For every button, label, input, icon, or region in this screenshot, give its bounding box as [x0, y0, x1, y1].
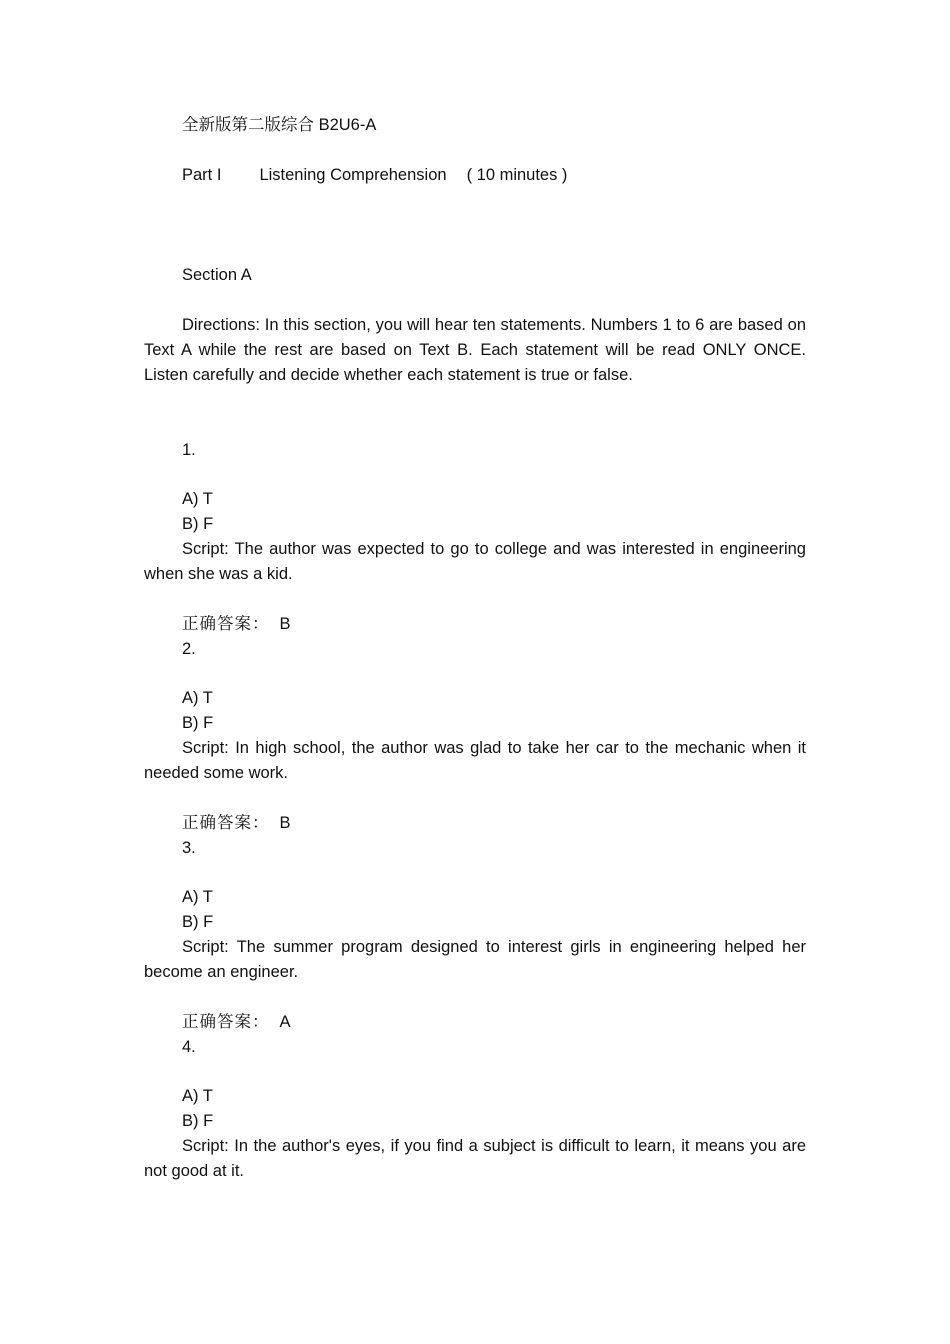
option-a: A) T: [182, 689, 213, 707]
option-a: A) T: [182, 1087, 213, 1105]
answer-label: 正确答案：: [182, 615, 270, 633]
option-b: B) F: [182, 913, 214, 931]
answer-label: 正确答案：: [182, 1013, 270, 1031]
question-script: Script: In high school, the author was glad to take her car to the mechanic when it needed some work.: [144, 739, 806, 782]
correct-answer: [182, 612, 291, 637]
question-number: 4.: [182, 1038, 196, 1056]
option-b: B) F: [182, 515, 214, 533]
question-script: Script: The summer program designed to interest girls in engineering helped her become an engineer.: [144, 938, 806, 981]
part-label: Part I: [182, 166, 222, 184]
document-title: 全新版第二版综合 B2U6-A: [182, 116, 377, 134]
option-a: A) T: [182, 490, 213, 508]
directions-paragraph: Directions: In this section, you will hear ten statements. Numbers 1 to 6 are based on Text A while the rest are based on Text B. Each statement will be read ONLY ONCE. Listen carefully and decide whether each statement is true or false.: [144, 316, 806, 384]
option-a: A) T: [182, 888, 213, 906]
answer-value: B: [279, 615, 291, 633]
section-heading: Section A: [182, 266, 252, 284]
question-script: Script: In the author's eyes, if you find a subject is difficult to learn, it means you are not good at it.: [144, 1137, 806, 1180]
part-name: Listening Comprehension: [259, 166, 447, 184]
question-number: 2.: [182, 640, 196, 658]
correct-answer: [182, 811, 291, 836]
part-heading: [182, 163, 567, 188]
option-b: B) F: [182, 714, 214, 732]
answer-value: A: [279, 1013, 291, 1031]
option-b: B) F: [182, 1112, 214, 1130]
question-script: Script: The author was expected to go to college and was interested in engineering when she was a kid.: [144, 540, 806, 583]
answer-value: B: [279, 814, 291, 832]
answer-label: 正确答案：: [182, 814, 270, 832]
correct-answer: [182, 1010, 291, 1035]
question-number: 3.: [182, 839, 196, 857]
question-number: 1.: [182, 441, 196, 459]
part-duration: ( 10 minutes ): [466, 166, 568, 184]
